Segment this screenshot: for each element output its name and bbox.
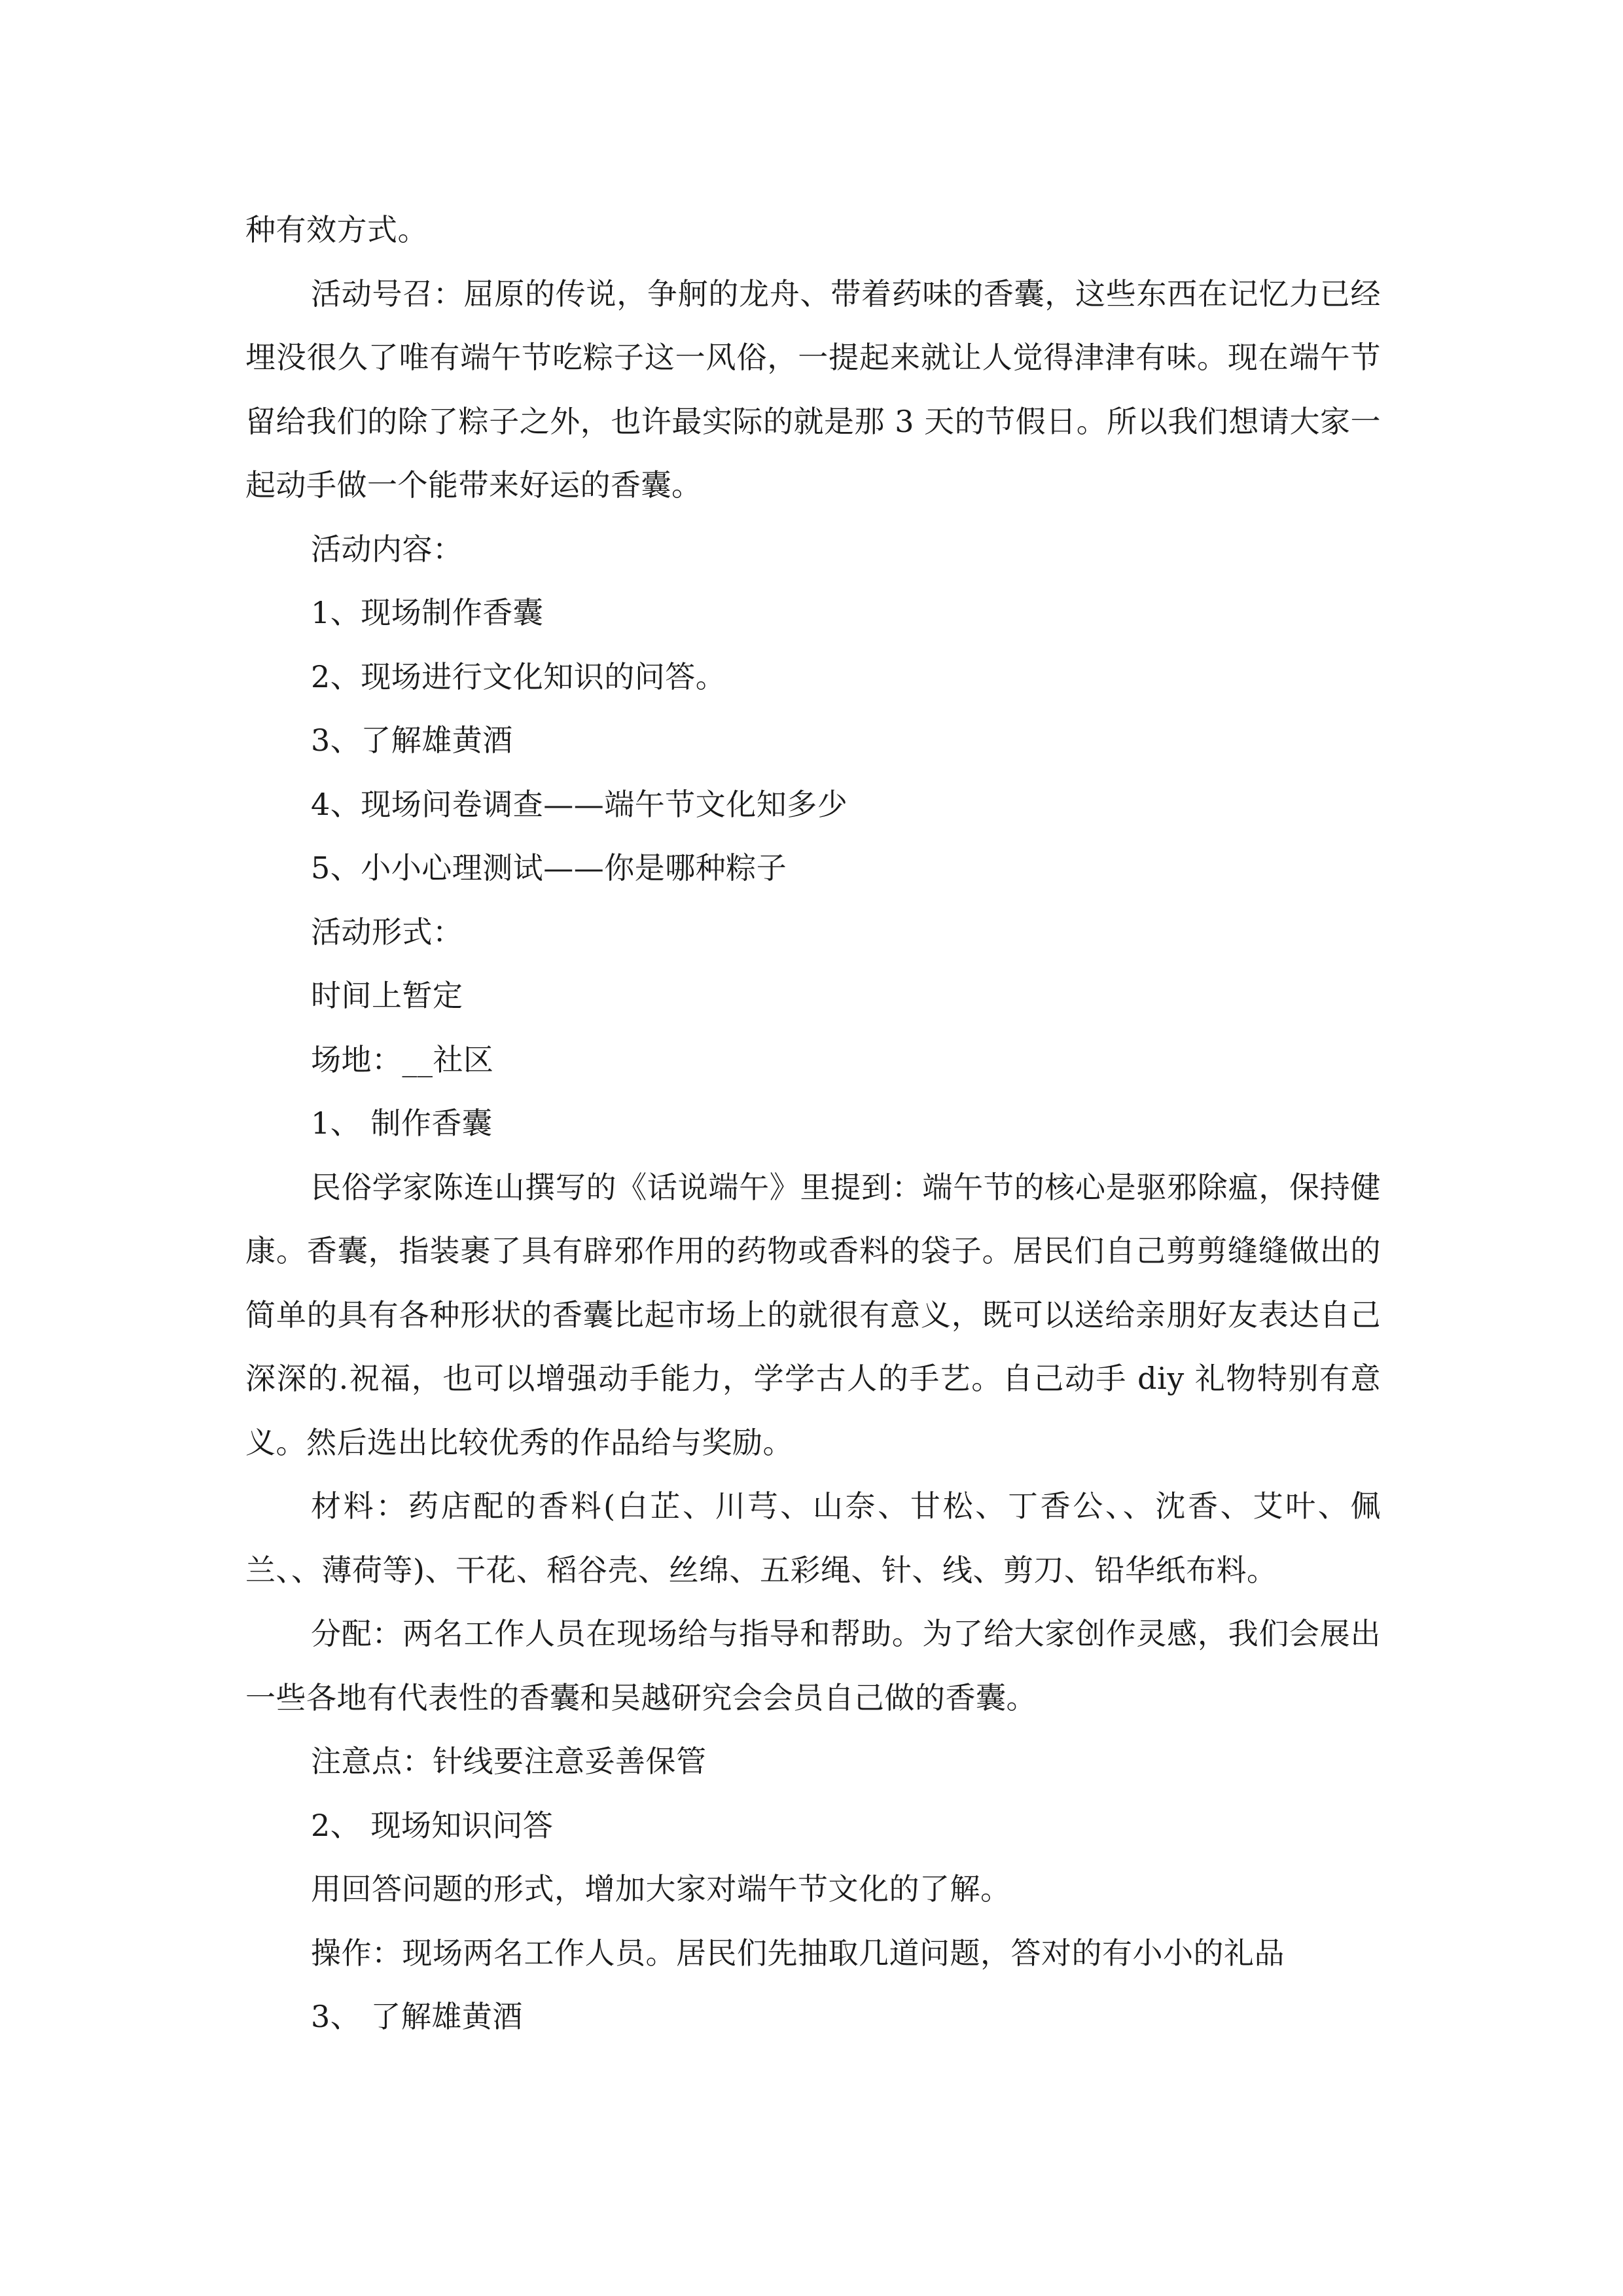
paragraph-materials: 材料：药店配的香料(白芷、川芎、山奈、甘松、丁香公、、沈香、艾叶、佩兰、、薄荷等)、干花、稻谷壳、丝绵、五彩绳、针、线、剪刀、铅华纸布料。 [245, 1488, 1381, 1588]
list-item-5: 5、小小心理测试——你是哪种粽子 [311, 850, 787, 886]
list-item-3: 3、了解雄黄酒 [311, 723, 513, 758]
list-item-1: 1、现场制作香囊 [311, 595, 544, 630]
document-body [245, 198, 1381, 2049]
paragraph-time: 时间上暂定 [311, 978, 463, 1013]
paragraph-folklore: 民俗学家陈连山撰写的《话说端午》里提到：端午节的核心是驱邪除瘟，保持健康。香囊，指装裹了具有辟邪作用的药物或香料的袋子。居民们自己剪剪缝缝做出的简单的具有各种形状的香囊比起市场上的就很有意义，既可以送给亲朋好友表达自己深深的.祝福，也可以增强动手能力，学学古人的手艺。自己动手 diy 礼物特别有意义。然后选出比较优秀的作品给与奖励。 [245, 1169, 1381, 1460]
section-heading-sachet: 1、 制作香囊 [311, 1105, 493, 1141]
paragraph-notes: 注意点：针线要注意妥善保管 [311, 1744, 707, 1779]
section-heading-realgar-wine: 3、 了解雄黄酒 [311, 1999, 523, 2034]
paragraph-quiz-form: 用回答问题的形式，增加大家对端午节文化的了解。 [311, 1871, 1011, 1907]
paragraph-allocation: 分配：两名工作人员在现场给与指导和帮助。为了给大家创作灵感，我们会展出一些各地有代表性的香囊和吴越研究会会员自己做的香囊。 [245, 1616, 1381, 1715]
paragraph-activity-call: 活动号召：屈原的传说，争舸的龙舟、带着药味的香囊，这些东西在记忆力已经埋没很久了唯有端午节吃粽子这一风俗，一提起来就让人觉得津津有味。现在端午节留给我们的除了粽子之外，也许最实际的就是那 3 天的节假日。所以我们想请大家一起动手做一个能带来好运的香囊。 [245, 276, 1381, 503]
list-item-2: 2、现场进行文化知识的问答。 [311, 658, 726, 694]
paragraph-continuation: 种有效方式。 [245, 212, 428, 247]
paragraph-venue: 场地：__社区 [311, 1041, 494, 1077]
heading-activity-content: 活动内容： [311, 531, 463, 567]
section-heading-quiz: 2、 现场知识问答 [311, 1807, 554, 1843]
paragraph-operation: 操作：现场两名工作人员。居民们先抽取几道问题，答对的有小小的礼品 [311, 1935, 1285, 1971]
list-item-4: 4、现场问卷调查——端午节文化知多少 [311, 786, 848, 822]
heading-activity-form: 活动形式： [311, 914, 463, 950]
